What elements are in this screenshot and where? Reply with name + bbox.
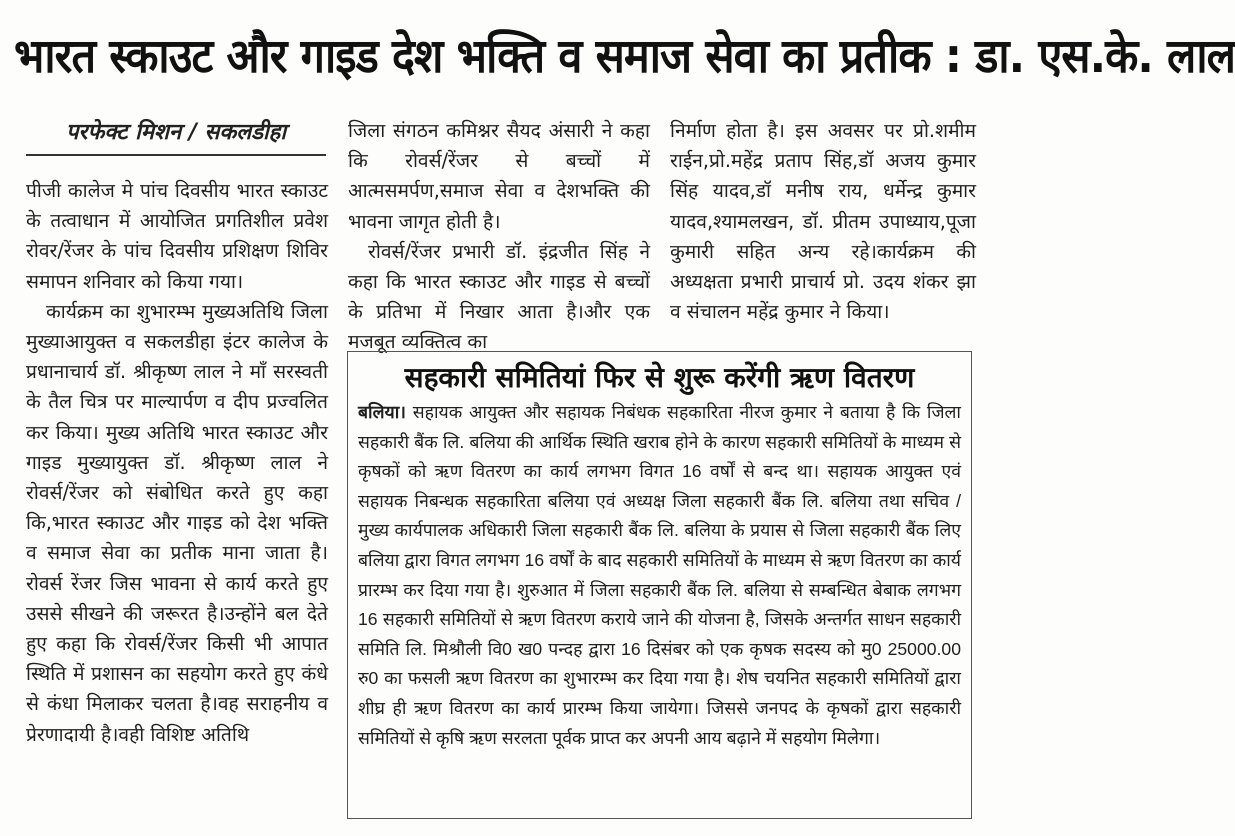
boxed-article-title: सहकारी समितियां फिर से शुरू करेंगी ऋण वितरण <box>404 361 915 394</box>
headline: भारत स्काउट और गाइड देश भक्ति व समाज सेवा का प्रतीक : डा. एस.के. लाल <box>14 29 1235 84</box>
boxed-article <box>347 351 972 819</box>
paragraph: निर्माण होता है। इस अवसर पर प्रो.शमीम राईन,प्रो.महेंद्र प्रताप सिंह,डॉ अजय कुमार सिंह यादव,डॉ मनीष राय, धर्मेन्द्र कुमार यादव,श्यामलखन, डॉ. प्रीतम उपाध्याय,पूजा कुमारी सहित अन्य रहे।कार्यक्रम की अध्यक्षता प्रभारी प्राचार्य प्रो. उदय शंकर झा व संचालन महेंद्र कुमार ने किया। <box>670 119 976 324</box>
boxed-article-text: सहायक आयुक्त और सहायक निबंधक सहकारिता नीरज कुमार ने बताया है कि जिला सहकारी बैंक लि. बलिया की आर्थिक स्थिति खराब होने के कारण सहकारी समितियों के माध्यम से कृषकों को ऋण वितरण का कार्य लगभग विगत 16 वर्षों से बन्द था। सहायक आयुक्त एवं सहायक निबन्धक सहकारिता बलिया एवं अध्यक्ष जिला सहकारी बैंक लि. बलिया तथा सचिव / मुख्य कार्यपालक अधिकारी जिला सहकारी बैंक लि. बलिया के प्रयास से जिला सहकारी बैंक लिए बलिया द्वारा विगत लगभग 16 वर्षों के बाद सहकारी समितियों के माध्यम से ऋण वितरण का कार्य प्रारम्भ कर दिया गया है। शुरुआत में जिला सहकारी बैंक लि. बलिया से सम्बन्धित बेबाक लगभग 16 सहकारी समितियों से ऋण वितरण कराये जाने की योजना है, जिसके अन्तर्गत साधन सहकारी समिति लि. मिश्रौली वि0 ख0 पन्दह द्वारा 16 दिसंबर को एक कृषक सदस्य को मु0 25000.00 रु0 का फसली ऋण वितरण का शुभारम्भ कर दिया गया है। शेष चयनित सहकारी समितियों द्वारा शीघ्र ही ऋण वितरण का कार्य प्रारम्भ किया जायेगा। जिससे जनपद के कृषकों द्वारा सहकारी समितियों से कृषि ऋण सरलता पूर्वक प्राप्त कर अपनी आय बढ़ाने में सहयोग मिलेगा। <box>358 402 961 748</box>
paragraph: पीजी कालेज मे पांच दिवसीय भारत स्काउट के तत्वाधान में आयोजित प्रगतिशील प्रवेश रोवर/रेंजर के पांच दिवसीय प्रशिक्षण शिविर समापन शनिवार को किया गया। <box>26 179 328 293</box>
paragraph: कार्यक्रम का शुभारम्भ मुख्यअतिथि जिला मुख्याआयुक्त व सकलडीहा इंटर कालेज के प्रधानाचार्य डॉ. श्रीकृष्ण लाल ने माँ सरस्वती के तैल चित्र पर माल्यार्पण व दीप प्रज्वलित कर किया। मुख्य अतिथि भारत स्काउट और गाइड मुख्यायुक्त डॉ. श्रीकृष्ण लाल ने रोवर्स/रेंजर को संबोधित करते हुए कहा कि,भारत स्काउट और गाइड को देश भक्ति व समाज सेवा का प्रतीक माना जाता है।रोवर्स रेंजर जिस भावना से कार्य करते हुए उससे सीखने की जरूरत है।उन्होंने बल देते हुए कहा कि रोवर्स/रेंजर किसी भी आपात स्थिति में प्रशासन का सहयोग करते हुए कंधे से कंधा मिलाकर चलता है।वह सराहनीय व प्रेरणादायी है।वही विशिष्ट अतिथि <box>26 299 328 746</box>
paragraph: जिला संगठन कमिश्नर सैयद अंसारी ने कहा कि रोवर्स/रेंजर से बच्चों में आत्मसमर्पण,समाज सेवा व देशभक्ति की भावना जागृत होती है। <box>348 119 650 233</box>
paragraph: रोवर्स/रेंजर प्रभारी डॉ. इंद्रजीत सिंह ने कहा कि भारत स्काउट और गाइड से बच्चों के प्रतिभा में निखार आता है।और एक मजबूत व्यक्तित्व का <box>348 239 650 354</box>
byline: परफेक्ट मिशन / सकलडीहा <box>26 118 326 156</box>
article-column-2 <box>348 116 650 358</box>
article-column-1 <box>26 176 328 750</box>
article-column-3 <box>670 116 976 327</box>
boxed-article-body <box>358 398 961 753</box>
dateline: बलिया। <box>358 402 406 422</box>
